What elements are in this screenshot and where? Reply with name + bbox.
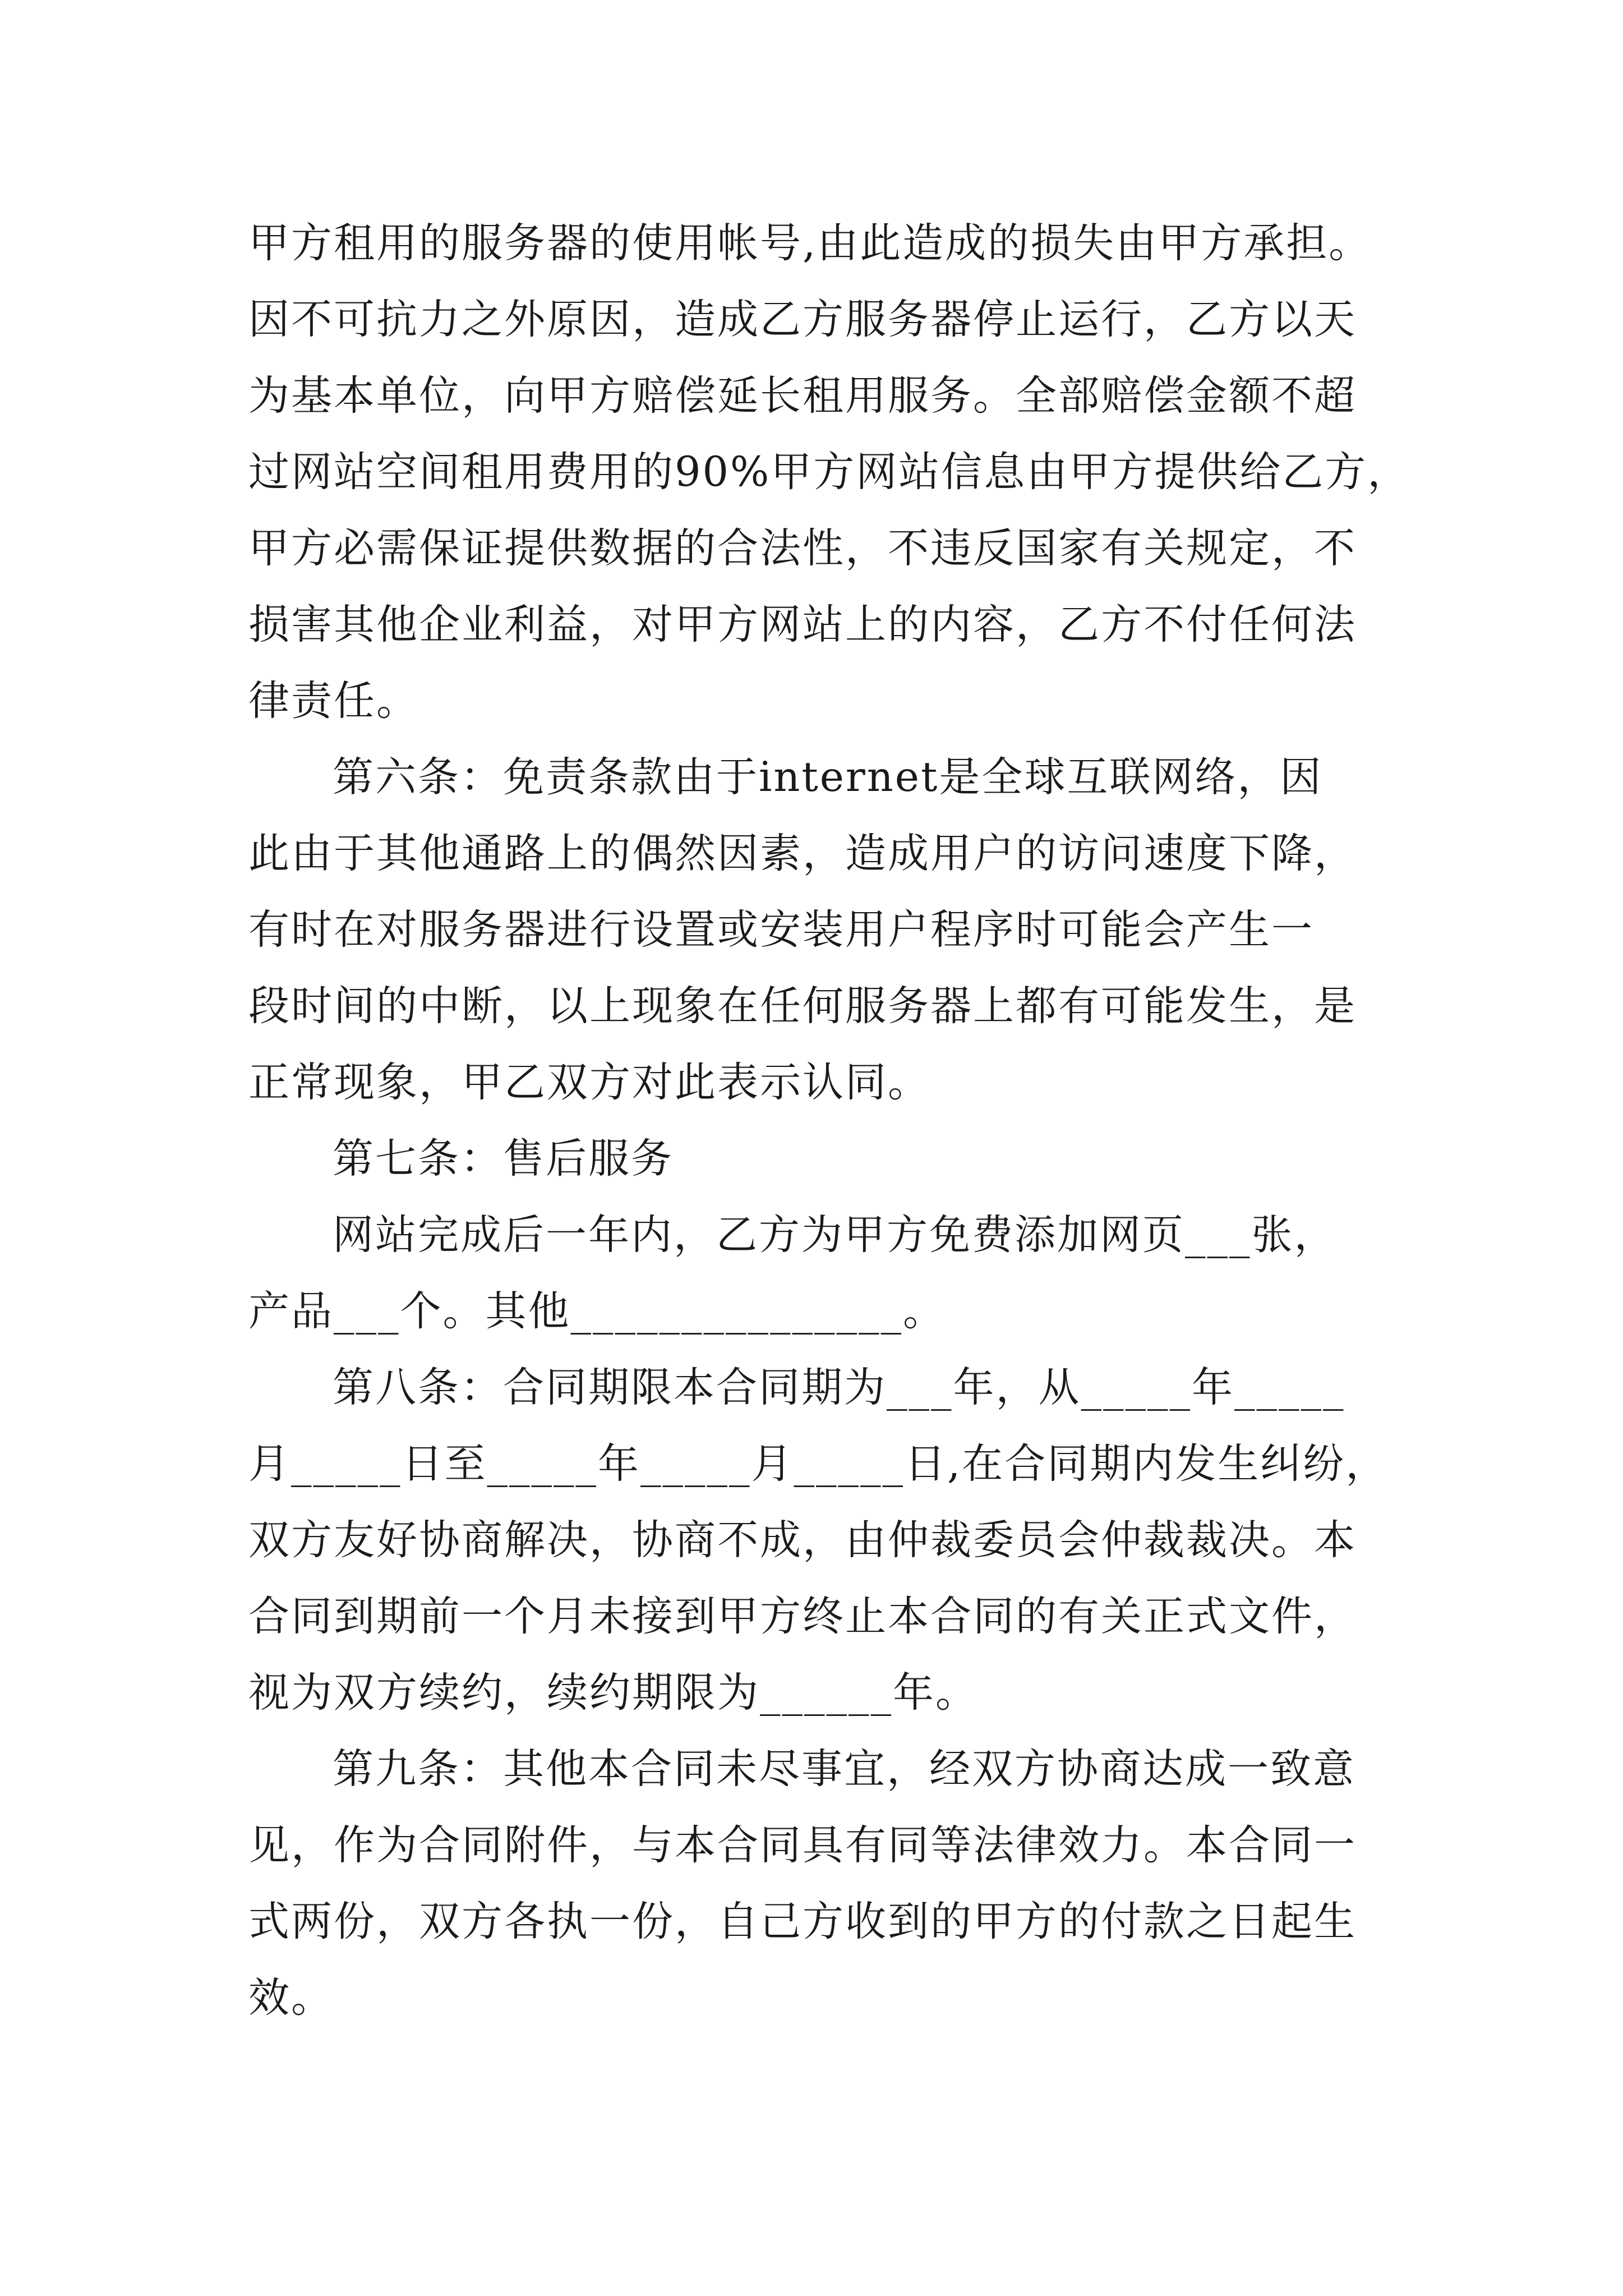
text-line-12: 正常现象，甲乙双方对此表示认同。 (248, 1059, 930, 1106)
text-line-3: 为基本单位，向甲方赔偿延长租用服务。全部赔偿金额不超 (248, 372, 1357, 420)
article-9-heading-line: 第九条：其他本合同未尽事宜，经双方协商达成一致意 (333, 1745, 1355, 1793)
text-line-19: 合同到期前一个月未接到甲方终止本合同的有关正式文件， (248, 1593, 1357, 1640)
article-6-heading-line: 第六条：免责条款由于internet是全球互联网络，因 (333, 753, 1323, 801)
text-line-17: 月_____日至_____年_____月_____日,在合同期内发生纠纷， (248, 1440, 1389, 1488)
text-line-9: 此由于其他通路上的偶然因素，造成用户的访问速度下降， (248, 830, 1357, 877)
text-line-24: 效。 (248, 1974, 334, 2022)
text-line-18: 双方友好协商解决，协商不成，由仲裁委员会仲裁裁决。本 (248, 1516, 1357, 1564)
text-line-7: 律责任。 (248, 677, 419, 725)
text-line-4: 过网站空间租用费用的90%甲方网站信息由甲方提供给乙方， (248, 448, 1410, 496)
text-line-22: 见，作为合同附件，与本合同具有同等法律效力。本合同一 (248, 1821, 1357, 1869)
text-line-1: 甲方租用的服务器的使用帐号,由此造成的损失由甲方承担。 (248, 219, 1372, 267)
text-line-10: 有时在对服务器进行设置或安装用户程序时可能会产生一 (248, 906, 1314, 954)
text-line-15: 产品___个。其他_______________。 (248, 1287, 946, 1335)
text-line-11: 段时间的中断，以上现象在任何服务器上都有可能发生，是 (248, 982, 1357, 1030)
article-8-heading-line: 第八条：合同期限本合同期为___年，从_____年_____ (333, 1364, 1345, 1411)
text-line-23: 式两份，双方各执一份，自己方收到的甲方的付款之日起生 (248, 1898, 1357, 1945)
article-7-heading: 第七条：售后服务 (333, 1135, 674, 1182)
text-line-20: 视为双方续约，续约期限为______年。 (248, 1669, 978, 1717)
text-line-6: 损害其他企业利益，对甲方网站上的内容，乙方不付任何法 (248, 601, 1357, 648)
text-line-5: 甲方必需保证提供数据的合法性，不违反国家有关规定，不 (248, 524, 1357, 572)
text-line-2: 因不可抗力之外原因，造成乙方服务器停止运行，乙方以天 (248, 296, 1357, 343)
text-line-14: 网站完成后一年内，乙方为甲方免费添加网页___张， (333, 1211, 1337, 1259)
